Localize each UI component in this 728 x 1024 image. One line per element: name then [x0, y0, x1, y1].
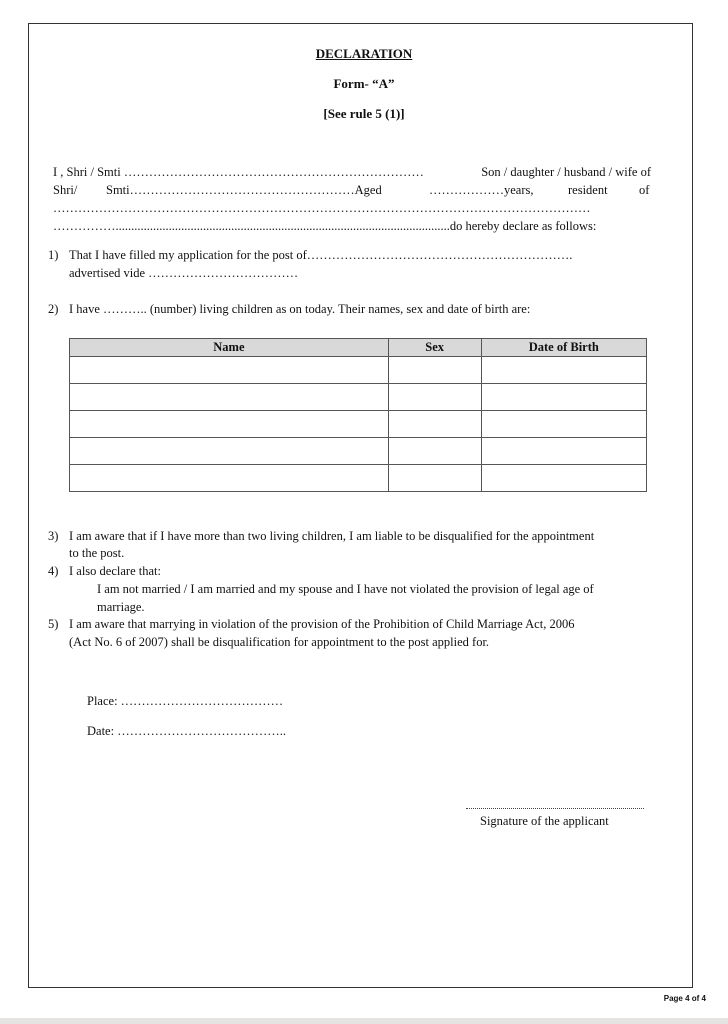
- item-5-text: I am aware that marrying in violation of the provision of the Prohibition of Child Marriage Act, 2006: [69, 617, 575, 631]
- intro-line1-right: Son / daughter / husband / wife of: [481, 165, 651, 179]
- sex-cell[interactable]: [388, 357, 481, 384]
- item-1-text: That I have filled my application for the post of……………………………………………………….: [69, 248, 573, 262]
- column-header-name: Name: [70, 339, 389, 357]
- item-3-number: 3): [48, 529, 59, 543]
- intro-line2-of: of: [639, 183, 650, 197]
- column-header-date-of-birth: Date of Birth: [481, 339, 646, 357]
- name-cell[interactable]: [70, 438, 389, 465]
- page-number: Page 4 of 4: [663, 994, 706, 1003]
- item-3-text: I am aware that if I have more than two living children, I am liable to be disqualified for the appointment: [69, 529, 595, 543]
- item-5-continuation: (Act No. 6 of 2007) shall be disqualification for appointment to the post applied for.: [69, 635, 490, 649]
- children-table: [69, 338, 647, 492]
- item-4-number: 4): [48, 564, 59, 578]
- dob-cell[interactable]: [481, 357, 646, 384]
- item-4-sub-line1: I am not married / I am married and my spouse and I have not violated the provision of legal age of: [97, 582, 594, 596]
- item-5-number: 5): [48, 617, 59, 631]
- sex-cell[interactable]: [388, 384, 481, 411]
- item-2-text: I have ……….. (number) living children as on today. Their names, sex and date of birth are:: [69, 302, 531, 316]
- date-field[interactable]: Date: …………………………………..: [87, 724, 286, 738]
- intro-line4: ……………...........................................................................................................do hereby declare as follows:: [53, 219, 597, 233]
- table-row: [70, 384, 647, 411]
- name-cell[interactable]: [70, 465, 389, 492]
- intro-line2-shri: Shri/: [53, 183, 78, 197]
- item-1-number: 1): [48, 248, 59, 262]
- item-4-text: I also declare that:: [69, 564, 161, 578]
- sex-cell[interactable]: [388, 411, 481, 438]
- bottom-strip: [0, 1018, 728, 1024]
- name-cell[interactable]: [70, 357, 389, 384]
- intro-line2-years: ………………years,: [429, 183, 534, 197]
- dob-cell[interactable]: [481, 438, 646, 465]
- name-cell[interactable]: [70, 411, 389, 438]
- intro-line2-resident: resident: [568, 183, 608, 197]
- item-1-continuation: advertised vide ………………………………: [69, 266, 299, 280]
- intro-line2-smti-aged: Smti………………………………………………Aged: [106, 183, 382, 197]
- signature-label: Signature of the applicant: [480, 814, 609, 828]
- item-3-continuation: to the post.: [69, 546, 125, 560]
- intro-line1-left: I , Shri / Smti ………………………………………………………………: [53, 165, 424, 179]
- table-row: [70, 465, 647, 492]
- sex-cell[interactable]: [388, 465, 481, 492]
- column-header-sex: Sex: [388, 339, 481, 357]
- intro-line3-address: …………………………………………………………………………………………………………………: [53, 201, 591, 215]
- signature-line[interactable]: [466, 808, 644, 809]
- sex-cell[interactable]: [388, 438, 481, 465]
- dob-cell[interactable]: [481, 411, 646, 438]
- item-2-number: 2): [48, 302, 59, 316]
- name-cell[interactable]: [70, 384, 389, 411]
- dob-cell[interactable]: [481, 384, 646, 411]
- table-row: [70, 411, 647, 438]
- table-row: [70, 357, 647, 384]
- dob-cell[interactable]: [481, 465, 646, 492]
- form-subtitle: Form- “A”: [333, 76, 395, 91]
- table-row: [70, 438, 647, 465]
- item-4-sub-line2: marriage.: [97, 600, 145, 614]
- table-header-row: [70, 339, 647, 357]
- rule-reference: [See rule 5 (1)]: [323, 106, 405, 121]
- place-field[interactable]: Place: …………………………………: [87, 694, 284, 708]
- form-title: DECLARATION: [315, 46, 413, 61]
